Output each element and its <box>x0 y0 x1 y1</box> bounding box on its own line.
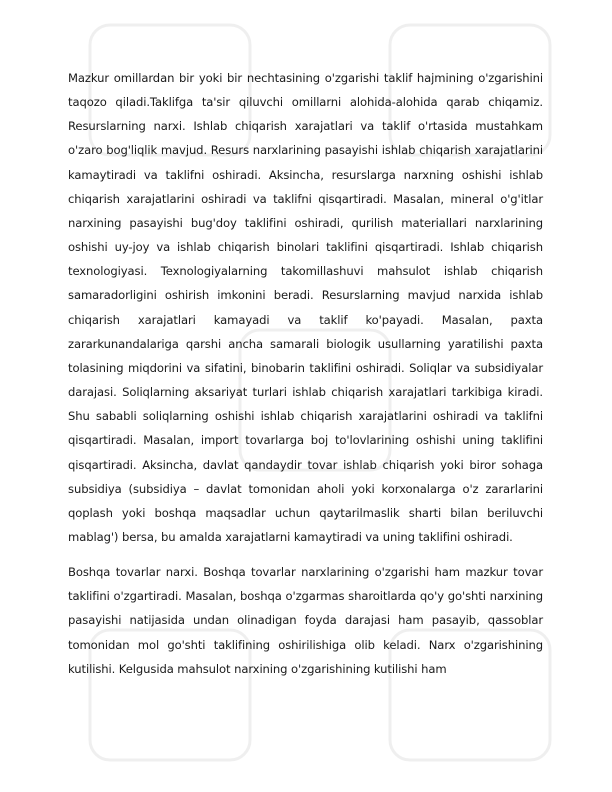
document-body <box>68 66 543 681</box>
paragraph-1: Mazkur omillardan bir yoki bir nechtasining o'zgarishi taklif hajmining o'zgarishini taqozo qiladi.Taklifga ta'sir qiluvchi omillarni alohida-alohida qarab chiqamiz. Resurslarning narxi. Ishlab chiqarish xarajatlari va taklif o'rtasida mustahkam o'zaro bog'liqlik mavjud. Resurs narxlarining pasayishi ishlab chiqarish xarajatlarini kamaytiradi va taklifni oshiradi. Aksincha, resurslarga narxning oshishi ishlab chiqarish xarajatlarini oshiradi va taklifni qisqartiradi. Masalan, mineral o'g'itlar narxining pasayishi bug'doy taklifini oshiradi, qurilish materiallari narxlarining oshishi uy-joy va ishlab chiqarish binolari taklifini qisqartiradi. Ishlab chiqarish texnologiyasi. Texnologiyalarning takomillashuvi mahsulot ishlab chiqarish samaradorligini oshirish imkonini beradi. Resurslarning mavjud narxida ishlab chiqarish xarajatlari kamayadi va taklif ko'payadi. Masalan, paxta zararkunandalariga qarshi ancha samarali biologik usullarning yaratilishi paxta tolasining miqdorini va sifatini, binobarin taklifini oshiradi. Soliqlar va subsidiyalar darajasi. Soliqlarning aksariyat turlari ishlab chiqarish xarajatlari tarkibiga kiradi. Shu sababli soliqlarning oshishi ishlab chiqarish xarajatlarini oshiradi va taklifni qisqartiradi. Masalan, import tovarlarga boj to'lovlarining oshishi uning taklifini qisqartiradi. Aksincha, davlat qandaydir tovar ishlab chiqarish yoki biror sohaga subsidiya (subsidiya – davlat tomonidan aholi yoki korxonalarga o'z zararlarini qoplash yoki boshqa maqsadlar uchun qaytarilmaslik sharti bilan beriluvchi mablag') bersa, bu amalda xarajatlarni kamaytiradi va uning taklifini oshiradi. <box>68 71 543 544</box>
paragraph-2: Boshqa tovarlar narxi. Boshqa tovarlar narxlarining o'zgarishi ham mazkur tovar taklifini o'zgartiradi. Masalan, boshqa o'zgarmas sharoitlarda qo'y go'shti narxining pasayishi natijasida undan olinadigan foyda darajasi ham pasayib, qassoblar tomonidan mol go'shti taklifining oshirilishiga olib keladi. Narx o'zgarishining kutilishi. Kelgusida mahsulot narxining o'zgarishining kutilishi ham <box>68 565 543 676</box>
